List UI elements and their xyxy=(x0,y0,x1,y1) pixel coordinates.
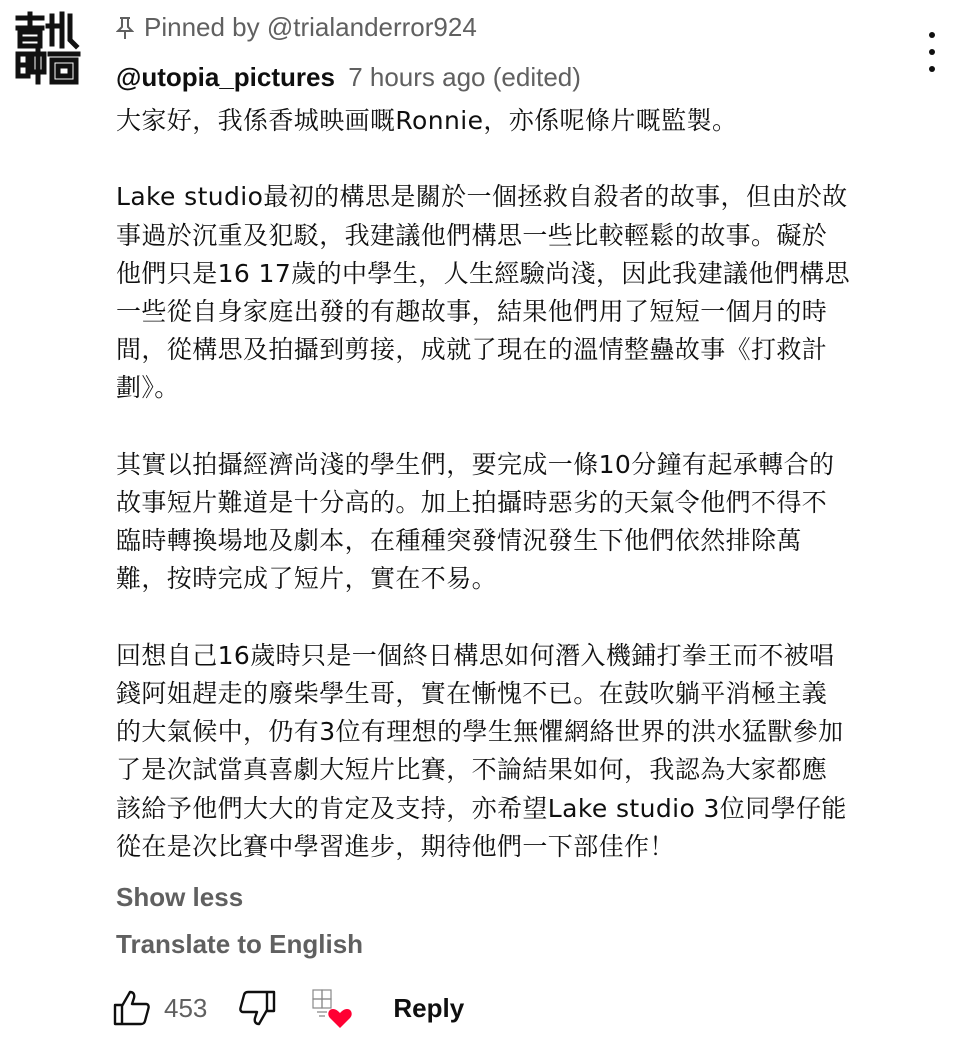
text-line: 故事短片難道是十分高的。加上拍攝時惡劣的天氣令他們不得不 xyxy=(116,488,828,517)
show-less-button[interactable]: Show less xyxy=(116,882,244,912)
pinned-label xyxy=(116,12,477,43)
text-line: 從在是次比賽中學習進步，期待他們一下部佳作！ xyxy=(116,831,675,861)
like-button[interactable] xyxy=(112,988,152,1028)
text-line: 的大氣候中，仍有3位有理想的學生無懼網絡世界的洪水猛獸參加 xyxy=(116,717,844,747)
like-count: 453 xyxy=(164,992,208,1023)
text-line: 事過於沉重及犯駁，我建議他們構思一些比較輕鬆的故事。礙於 xyxy=(116,220,828,250)
text-line: 臨時轉換場地及劇本，在種種突發情況發生下他們依然排除萬 xyxy=(116,526,802,556)
paragraph-1 xyxy=(116,102,906,140)
text-line: 難，按時完成了短片，實在不易。 xyxy=(116,564,498,594)
thumb-down-icon xyxy=(237,988,277,1028)
timestamp[interactable]: 7 hours ago (edited) xyxy=(348,62,581,92)
heart-icon xyxy=(327,1006,353,1030)
text-line: 他們只是16 17歲的中學生，人生經驗尚淺，因此我建議他們構思 xyxy=(116,258,850,288)
text-line: 錢阿姐趕走的廢柴學生哥，實在慚愧不已。在鼓吹躺平消極主義 xyxy=(116,679,828,708)
dislike-button[interactable] xyxy=(237,988,277,1028)
comment-actions xyxy=(112,986,464,1030)
more-actions-icon[interactable] xyxy=(922,32,942,72)
comment-body xyxy=(116,102,906,866)
text-line: 間，從構思及拍攝到剪接，成就了現在的溫情整蠱故事《打救計 xyxy=(116,335,828,365)
paragraph-4 xyxy=(116,637,906,866)
text-line: 其實以拍攝經濟尚淺的學生們，要完成一條10分鐘有起承轉合的 xyxy=(116,449,835,479)
translate-button[interactable]: Translate to English xyxy=(116,929,364,959)
text-line: 一些從自身家庭出發的有趣故事，結果他們用了短短一個月的時 xyxy=(116,297,828,326)
pinned-text: Pinned by @trialanderror924 xyxy=(144,12,477,42)
reply-button[interactable]: Reply xyxy=(393,992,465,1023)
channel-avatar[interactable] xyxy=(12,10,82,88)
text-line: Lake studio最初的構思是關於一個拯救自殺者的故事，但由於故 xyxy=(116,182,848,212)
paragraph-2 xyxy=(116,178,906,407)
text-line: 回想自己16歲時只是一個終日構思如何潛入機鋪打拳王而不被唱 xyxy=(116,640,835,670)
text-line: 該給予他們大大的肯定及支持，亦希望Lake studio 3位同學仔能 xyxy=(116,793,847,823)
text-line: 大家好，我係香城映画嘅Ronnie，亦係呢條片嘅監製。 xyxy=(116,106,738,135)
comment-header xyxy=(116,62,581,93)
pin-icon xyxy=(116,15,134,41)
paragraph-3 xyxy=(116,446,906,599)
text-line: 了是次試當真喜劇大短片比賽，不論結果如何，我認為大家都應 xyxy=(116,755,828,785)
creator-heart xyxy=(307,986,351,1030)
author-name[interactable]: @utopia_pictures xyxy=(116,62,335,92)
text-line: 劃》。 xyxy=(116,373,180,403)
thumb-up-icon xyxy=(112,988,152,1028)
